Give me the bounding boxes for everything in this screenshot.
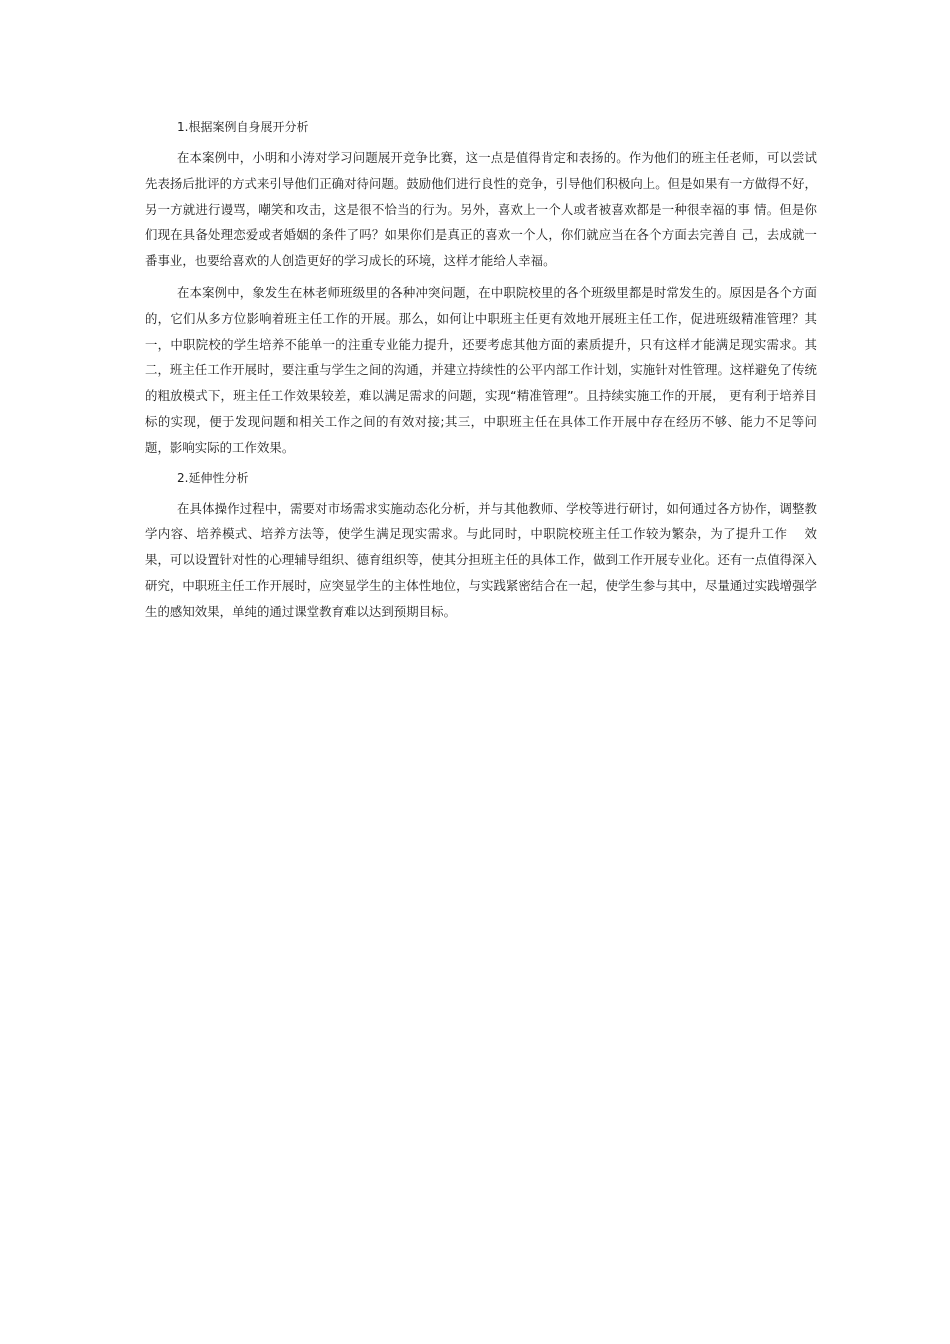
body-paragraph: 在具体操作过程中，需要对市场需求实施动态化分析，并与其他教师、学校等进行研讨，如何通过各方协作，调整教学内容、培养模式、培养方法等，使学生满足现实需求。与此同时，中职院校班主任工作较为繁杂，为了提升工作 效果，可以设置针对性的心理辅导组织、德育组织等，使其分担班主任的具体工作，做到工作开展专业化。还有一点值得深入研究，中职班主任工作开展时，应突显学生的主体性地位，与实践紧密结合在一起，使学生参与其中，尽量通过实践增强学生的感知效果，单纯的通过课堂教育难以达到预期目标。	[145, 500, 817, 619]
section-heading: 1.根据案例自身展开分析	[177, 120, 309, 134]
body-paragraph: 在本案例中，象发生在林老师班级里的各种冲突问题，在中职院校里的各个班级里都是时常发生的。原因是各个方面的，它们从多方位影响着班主任工作的开展。那么，如何让中职班主任更有效地开展班主任工作，促进班级精准管理？其一，中职院校的学生培养不能单一的注重专业能力提升，还要考虑其他方面的素质提升，只有这样才能满足现实需求。其二，班主任工作开展时，要注重与学生之间的沟通，并建立持续性的公平内部工作计划，实施针对性管理。这样避免了传统的粗放模式下，班主任工作效果较差，难以满足需求的问题，实现“精准管理”。且持续实施工作的开展， 更有利于培养目标的实现，便于发现问题和相关工作之间的有效对接;其三，中职班主任在具体工作开展中存在经历不够、能力不足等问题，影响实际的工作效果。	[145, 284, 817, 455]
body-paragraph: 在本案例中，小明和小涛对学习问题展开竞争比赛，这一点是值得肯定和表扬的。作为他们的班主任老师，可以尝试先表扬后批评的方式来引导他们正确对待问题。鼓励他们进行良性的竞争，引导他们积极向上。但是如果有一方做得不好，另一方就进行谩骂，嘲笑和攻击，这是很不恰当的行为。另外，喜欢上一个人或者被喜欢都是一种很幸福的事 情。但是你们现在具备处理恋爱或者婚姻的条件了吗？如果你们是真正的喜欢一个人，你们就应当在各个方面去完善自 己，去成就一番事业，也要给喜欢的人创造更好的学习成长的环境，这样才能给人幸福。	[145, 150, 817, 269]
document-page	[145, 116, 817, 631]
section-heading: 2.延伸性分析	[177, 470, 249, 485]
